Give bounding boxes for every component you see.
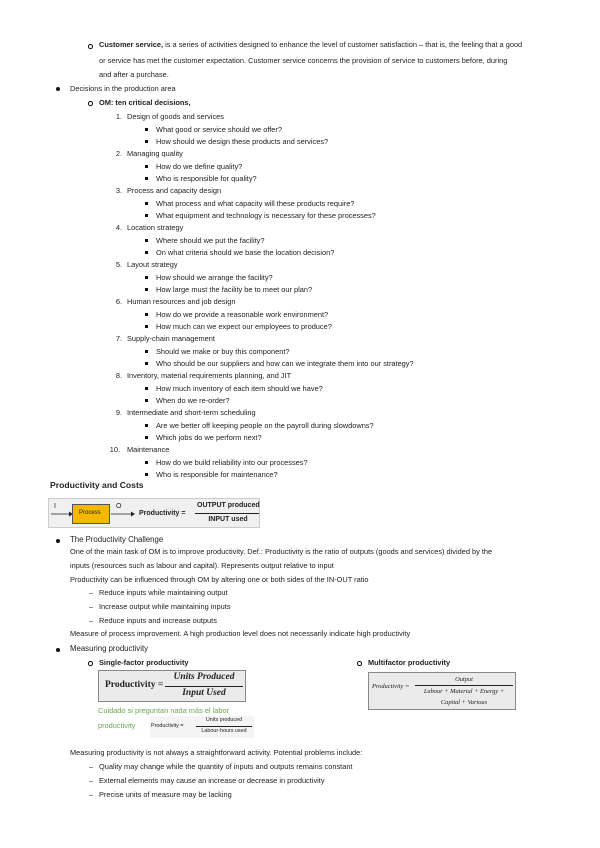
multifactor-heading: Multifactor productivity [368,658,451,667]
challenge-p2: Productivity can be influenced through OM by altering one or both sides of the IN-OUT ratio [70,575,369,584]
decision-question: Who should be our suppliers and how can we integrate them into our strategy? [156,358,414,368]
problem-item: External elements may cause an increase or decrease in productivity [99,776,325,785]
decision-question: How do we build reliability into our processes? [156,457,308,467]
decision-question: Who is responsible for maintenance? [156,469,278,479]
bullet-icon [56,539,60,543]
dash-bullet-icon: – [89,762,94,771]
square-bullet-icon [145,239,148,242]
challenge-dash-item: Reduce inputs while maintaining output [99,588,228,597]
decision-question: What process and what capacity will these products require? [156,198,355,208]
dash-bullet-icon: – [89,602,94,611]
single-factor-formula [98,670,246,702]
square-bullet-icon [145,214,148,217]
decision-number: 6. [115,297,122,306]
bullet-icon [56,87,60,91]
square-bullet-icon [145,350,148,353]
square-bullet-icon [145,461,148,464]
decision-question: How should we arrange the facility? [156,272,273,282]
customer-service-line-2: or service has met the customer expectation. Customer service concerns the provision of service to customers before, during [99,56,508,65]
single-factor-heading: Single-factor productivity [99,658,189,667]
circle-bullet-icon [357,661,362,666]
problems-intro: Measuring productivity is not always a straightforward activity. Potential problems include: [70,748,363,757]
challenge-p1-line-2: inputs (resources such as labour and capital). Represents output relative to input [70,561,334,570]
productivity-formula-label: Productivity = [139,510,186,517]
multi-formula-label: Productivity = [372,683,410,690]
decision-question: How do we define quality? [156,161,243,171]
labour-note-line-2: productivity [98,721,136,730]
decision-question: What equipment and technology is necessary for these processes? [156,210,376,220]
decision-question: Which jobs do we perform next? [156,432,262,442]
circle-bullet-icon [88,661,93,666]
square-bullet-icon [145,362,148,365]
output-arrow-icon [111,510,135,518]
square-bullet-icon [145,202,148,205]
square-bullet-icon [145,399,148,402]
decision-title: Process and capacity design [127,186,222,195]
square-bullet-icon [145,177,148,180]
process-label: Process [79,510,101,516]
dash-bullet-icon: – [89,776,94,785]
decision-number: 9. [115,408,122,417]
labour-formula [150,716,254,738]
multi-formula-denominator-2: Capital + Various [440,699,488,706]
fraction-bar [165,686,243,687]
decision-number: 3. [115,186,122,195]
challenge-p1-line-1: One of the main task of OM is to improve productivity. Def.: Productivity is the ratio of outputs (goods and services) divided by the [70,547,493,556]
decision-number: 10. [109,445,120,454]
dash-bullet-icon: – [89,588,94,597]
decision-title: Location strategy [127,223,184,232]
single-formula-numerator: Units Produced [173,672,235,682]
decision-number: 1. [115,112,122,121]
square-bullet-icon [145,128,148,131]
decision-number: 7. [115,334,122,343]
decision-question: Who is responsible for quality? [156,173,257,183]
decision-question: Where should we put the facility? [156,235,265,245]
square-bullet-icon [145,276,148,279]
multi-formula-denominator-1: Labour + Material + Energy + [423,688,505,695]
dash-bullet-icon: – [89,616,94,625]
bullet-icon [56,648,60,652]
decision-title: Maintenance [127,445,170,454]
circle-bullet-icon [88,101,93,106]
decision-title: Managing quality [127,149,183,158]
problem-item: Quality may change while the quantity of inputs and outputs remains constant [99,762,353,771]
measuring-heading: Measuring productivity [70,644,149,653]
square-bullet-icon [145,424,148,427]
decision-question: How should we design these products and services? [156,136,329,146]
labour-formula-denominator: Labour-hours used [201,728,247,734]
decision-title: Layout strategy [127,260,178,269]
input-arrow-icon [51,510,73,518]
square-bullet-icon [145,140,148,143]
decision-number: 8. [115,371,122,380]
challenge-heading: The Productivity Challenge [70,535,164,544]
decision-question: What good or service should we offer? [156,124,282,134]
om-heading: OM: ten critical decisions, [99,98,191,107]
decision-number: 4. [115,223,122,232]
multifactor-formula [368,672,516,710]
customer-service-line-1: Customer service, is a series of activities designed to enhance the level of customer satisfaction – that is, the feeling that a good [99,40,523,49]
decision-question: How do we provide a reasonable work environment? [156,309,329,319]
labour-note-line-1: Cuidado si preguntan nada más el labor [98,706,230,715]
productivity-numerator: OUTPUT produced [197,502,260,509]
decision-question: How much can we expect our employees to produce? [156,321,332,331]
decision-number: 2. [115,149,122,158]
challenge-dash-item: Reduce inputs and increase outputs [99,616,217,625]
productivity-denominator: INPUT used [208,516,248,523]
circle-bullet-icon [88,44,93,49]
decision-question: How large must the facility be to meet our plan? [156,284,313,294]
decision-title: Intermediate and short-term scheduling [127,408,256,417]
square-bullet-icon [145,313,148,316]
process-diagram [48,498,260,528]
decision-question: When do we re-order? [156,395,230,405]
decision-question: On what criteria should we base the location decision? [156,247,335,257]
decisions-heading: Decisions in the production area [70,84,176,93]
square-bullet-icon [145,251,148,254]
decision-title: Human resources and job design [127,297,236,306]
decision-question: How much inventory of each item should we have? [156,383,323,393]
challenge-dash-item: Increase output while maintaining inputs [99,602,231,611]
decision-number: 5. [115,260,122,269]
decision-title: Supply-chain management [127,334,215,343]
square-bullet-icon [145,436,148,439]
labour-formula-numerator: Units produced [205,717,243,723]
dash-bullet-icon: – [89,790,94,799]
square-bullet-icon [145,288,148,291]
square-bullet-icon [145,387,148,390]
challenge-p3: Measure of process improvement. A high production level does not necessarily indicate high productivity [70,629,411,638]
single-formula-label: Productivity = [105,680,164,690]
square-bullet-icon [145,325,148,328]
decision-question: Should we make or buy this component? [156,346,290,356]
customer-service-line-3: and after a purchase. [99,70,169,79]
multi-formula-numerator: Output [455,676,473,683]
output-label: O [116,503,122,510]
labour-formula-label: Productivity = [151,723,184,729]
square-bullet-icon [145,473,148,476]
square-bullet-icon [145,165,148,168]
decision-question: Are we better off keeping people on the payroll during slowdowns? [156,420,374,430]
problem-item: Precise units of measure may be lacking [99,790,232,799]
input-label: I [54,503,56,510]
productivity-heading: Productivity and Costs [50,480,144,490]
single-formula-denominator: Input Used [182,688,226,698]
decision-title: Inventory, material requirements planning, and JIT [127,371,292,380]
decision-title: Design of goods and services [127,112,224,121]
customer-service-term: Customer service, [99,40,164,49]
